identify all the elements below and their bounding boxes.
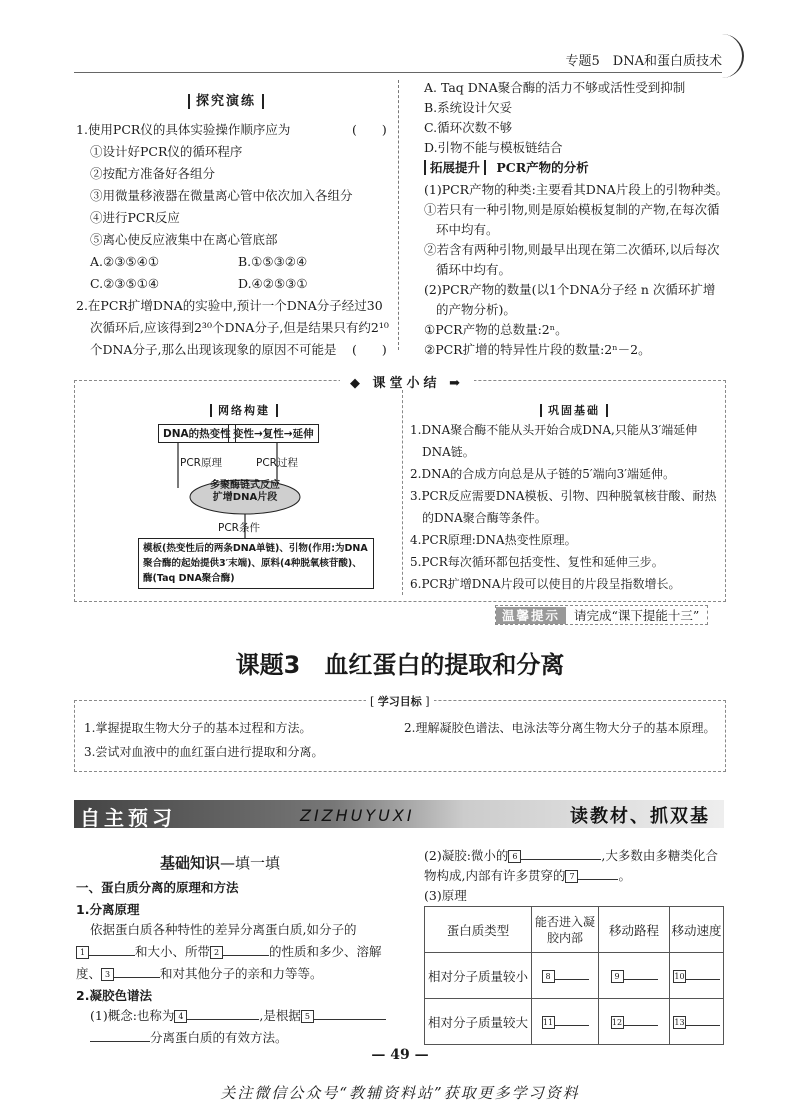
extension-line: ①若只有一种引物,则是原始模板复制的产物,在每次循 <box>424 202 720 217</box>
gel-table <box>424 906 724 1045</box>
q2-option-c: C.循环次数不够 <box>424 120 513 135</box>
column-divider <box>398 80 399 350</box>
q1-paren: ( ) <box>352 122 387 137</box>
table-cell: 10 <box>670 953 724 999</box>
extension-title: PCR产物的分析 <box>496 160 589 175</box>
table-cell: 12 <box>599 999 670 1045</box>
summary-point: 5.PCR每次循环都包括变性、复性和延伸三步。 <box>410 555 664 569</box>
p2-line2: 分离蛋白质的有效方法。 <box>90 1028 288 1048</box>
q1-option-b: B.①⑤③②④ <box>238 254 308 269</box>
extension-line: ①PCR产物的总数量:2ⁿ。 <box>424 322 568 337</box>
q1-option-a: A.②③⑤④① <box>90 254 160 269</box>
consolidate-head: 巩固基础 <box>540 400 608 421</box>
table-cell: 相对分子质量较大 <box>425 999 532 1045</box>
p1-line: 依据蛋白质各种特性的差异分离蛋白质,如分子的 <box>90 922 357 937</box>
extension-line: 环中均有。 <box>436 222 499 237</box>
summary-divider <box>402 390 403 595</box>
extension-line: ②PCR扩增的特异性片段的数量:2ⁿ－2。 <box>424 342 651 357</box>
table-header: 移动速度 <box>670 907 724 953</box>
q1-item: ⑤离心使反应液集中在离心管底部 <box>90 232 278 247</box>
table-row <box>425 999 724 1045</box>
table-header-row <box>425 907 724 953</box>
p2-title: 2.凝胶色谱法 <box>76 988 152 1003</box>
banner-pinyin: ZIZHUYUXI <box>300 806 415 825</box>
summary-point: 3.PCR反应需要DNA模板、引物、四种脱氧核苷酸、耐热 <box>410 489 717 503</box>
summary-point: 的DNA聚合酶等条件。 <box>422 511 547 525</box>
tip-text: 请完成“课下提能十三” <box>574 608 700 623</box>
table-cell: 8 <box>532 953 599 999</box>
q1-item: ②按配方准备好各组分 <box>90 166 216 181</box>
summary-point: 2.DNA的合成方向总是从子链的5′端向3′端延伸。 <box>410 467 675 481</box>
goal-item: 2.理解凝胶色谱法、电泳法等分离生物大分子的基本原理。 <box>404 721 716 735</box>
basic-heading: 基础知识—填一填 <box>160 854 281 872</box>
gel-line2: 物构成,内部有许多贯穿的 7 。 <box>424 868 631 883</box>
q1-item: ③用微量移液器在微量离心管中依次加入各组分 <box>90 188 353 203</box>
table-cell: 11 <box>532 999 599 1045</box>
q2-line: 个DNA分子,那么出现该现象的原因不可能是 <box>90 342 337 357</box>
q1-option-c: C.②③⑤①④ <box>90 276 160 291</box>
summary-title: ◆ 课堂小结 ➡ <box>340 372 474 391</box>
q1-stem: 1.使用PCR仪的具体实验操作顺序应为 <box>76 122 291 137</box>
p1-title: 1.分离原理 <box>76 902 140 917</box>
summary-point: DNA链。 <box>422 445 475 459</box>
diagram-ellipse-text: 多聚酶链式反应扩增DNA片段 <box>210 480 280 503</box>
q1-item: ①设计好PCR仪的循环程序 <box>90 144 243 159</box>
diagram-conditions-box: 模板(热变性后的两条DNA单链)、引物(作用:为DNA聚合酶的起始提供3′末端)、原料(4种脱氧核苷酸)、酶(Taq DNA聚合酶) <box>138 538 374 589</box>
banner-left: 自主预习 <box>80 806 176 830</box>
extension-line: (1)PCR产物的种类:主要看其DNA片段上的引物种类。 <box>424 182 729 197</box>
q2-option-a: A. Taq DNA聚合酶的活力不够或活性受到抑制 <box>424 80 686 95</box>
goal-item: 1.掌握提取生物大分子的基本过程和方法。 <box>84 721 312 735</box>
diagram-label-conditions: PCR条件 <box>218 522 260 534</box>
diagram-box-heat: DNA的热变性 <box>158 424 236 443</box>
tip-label: 温馨提示 <box>496 607 566 624</box>
extension-line: 循环中均有。 <box>436 262 512 277</box>
tip-box <box>495 605 708 625</box>
extension-heading <box>424 158 589 178</box>
p1-line2: 1 和大小、所带 2 的性质和多少、溶解 <box>76 942 382 962</box>
summary-point: 6.PCR扩增DNA片段可以使目的片段呈指数增长。 <box>410 577 681 591</box>
footer-note: 关注微信公众号“教辅资料站”获取更多学习资料 <box>220 1084 580 1102</box>
q2-paren: ( ) <box>352 342 387 357</box>
banner-right: 读教材、抓双基 <box>570 806 710 827</box>
practice-tag: 探究演练 <box>188 90 264 109</box>
lesson-title: 课题3 血红蛋白的提取和分离 <box>235 651 565 679</box>
extension-tag: 拓展提升 <box>424 160 486 175</box>
diagram-label-principle: PCR原理 <box>180 457 222 469</box>
summary-point: 4.PCR原理:DNA热变性原理。 <box>410 533 577 547</box>
goals-label: [ 学习目标 ] <box>366 692 434 712</box>
extension-line: 的产物分析)。 <box>436 302 516 317</box>
table-cell: 9 <box>599 953 670 999</box>
goal-item: 3.尝试对血液中的血红蛋白进行提取和分离。 <box>84 745 324 759</box>
gel-line1: (2)凝胶:微小的 6 ,大多数由多糖类化合 <box>424 848 718 863</box>
table-header: 能否进入凝胶内部 <box>532 907 599 953</box>
network-head: 网络构建 <box>210 400 278 421</box>
header-rule <box>74 72 722 73</box>
p2-line1: (1)概念:也称为 4 ,是根据 5 <box>90 1006 386 1026</box>
table-cell: 13 <box>670 999 724 1045</box>
q1-item: ④进行PCR反应 <box>90 210 180 225</box>
principle-label: (3)原理 <box>424 888 467 903</box>
header-arc <box>720 34 744 78</box>
q2-option-b: B.系统设计欠妥 <box>424 100 513 115</box>
page-number: — 49 — <box>371 1047 429 1063</box>
summary-point: 1.DNA聚合酶不能从头开始合成DNA,只能从3′端延伸 <box>410 423 698 437</box>
p1-line3: 度、 3 和对其他分子的亲和力等等。 <box>76 966 323 981</box>
q2-option-d: D.引物不能与模板链结合 <box>424 140 563 155</box>
table-header: 蛋白质类型 <box>425 907 532 953</box>
extension-line: ②若含有两种引物,则最早出现在第二次循环,以后每次 <box>424 242 720 257</box>
q2-line: 次循环后,应该得到2³⁰个DNA分子,但是结果只有约2¹⁰ <box>90 320 389 335</box>
table-header: 移动路程 <box>599 907 670 953</box>
table-cell: 相对分子质量较小 <box>425 953 532 999</box>
q1-option-d: D.④②⑤③① <box>238 276 308 291</box>
diagram-label-process: PCR过程 <box>256 457 298 469</box>
chapter-header: 专题5 DNA和蛋白质技术 <box>565 54 722 69</box>
q2-line: 2.在PCR扩增DNA的实验中,预计一个DNA分子经过30 <box>76 298 383 313</box>
basic-section: 一、蛋白质分离的原理和方法 <box>76 880 239 895</box>
diagram-box-cycle: 变性→复性→延伸 <box>228 424 319 443</box>
table-row <box>425 953 724 999</box>
extension-line: (2)PCR产物的数量(以1个DNA分子经 n 次循环扩增 <box>424 282 716 297</box>
